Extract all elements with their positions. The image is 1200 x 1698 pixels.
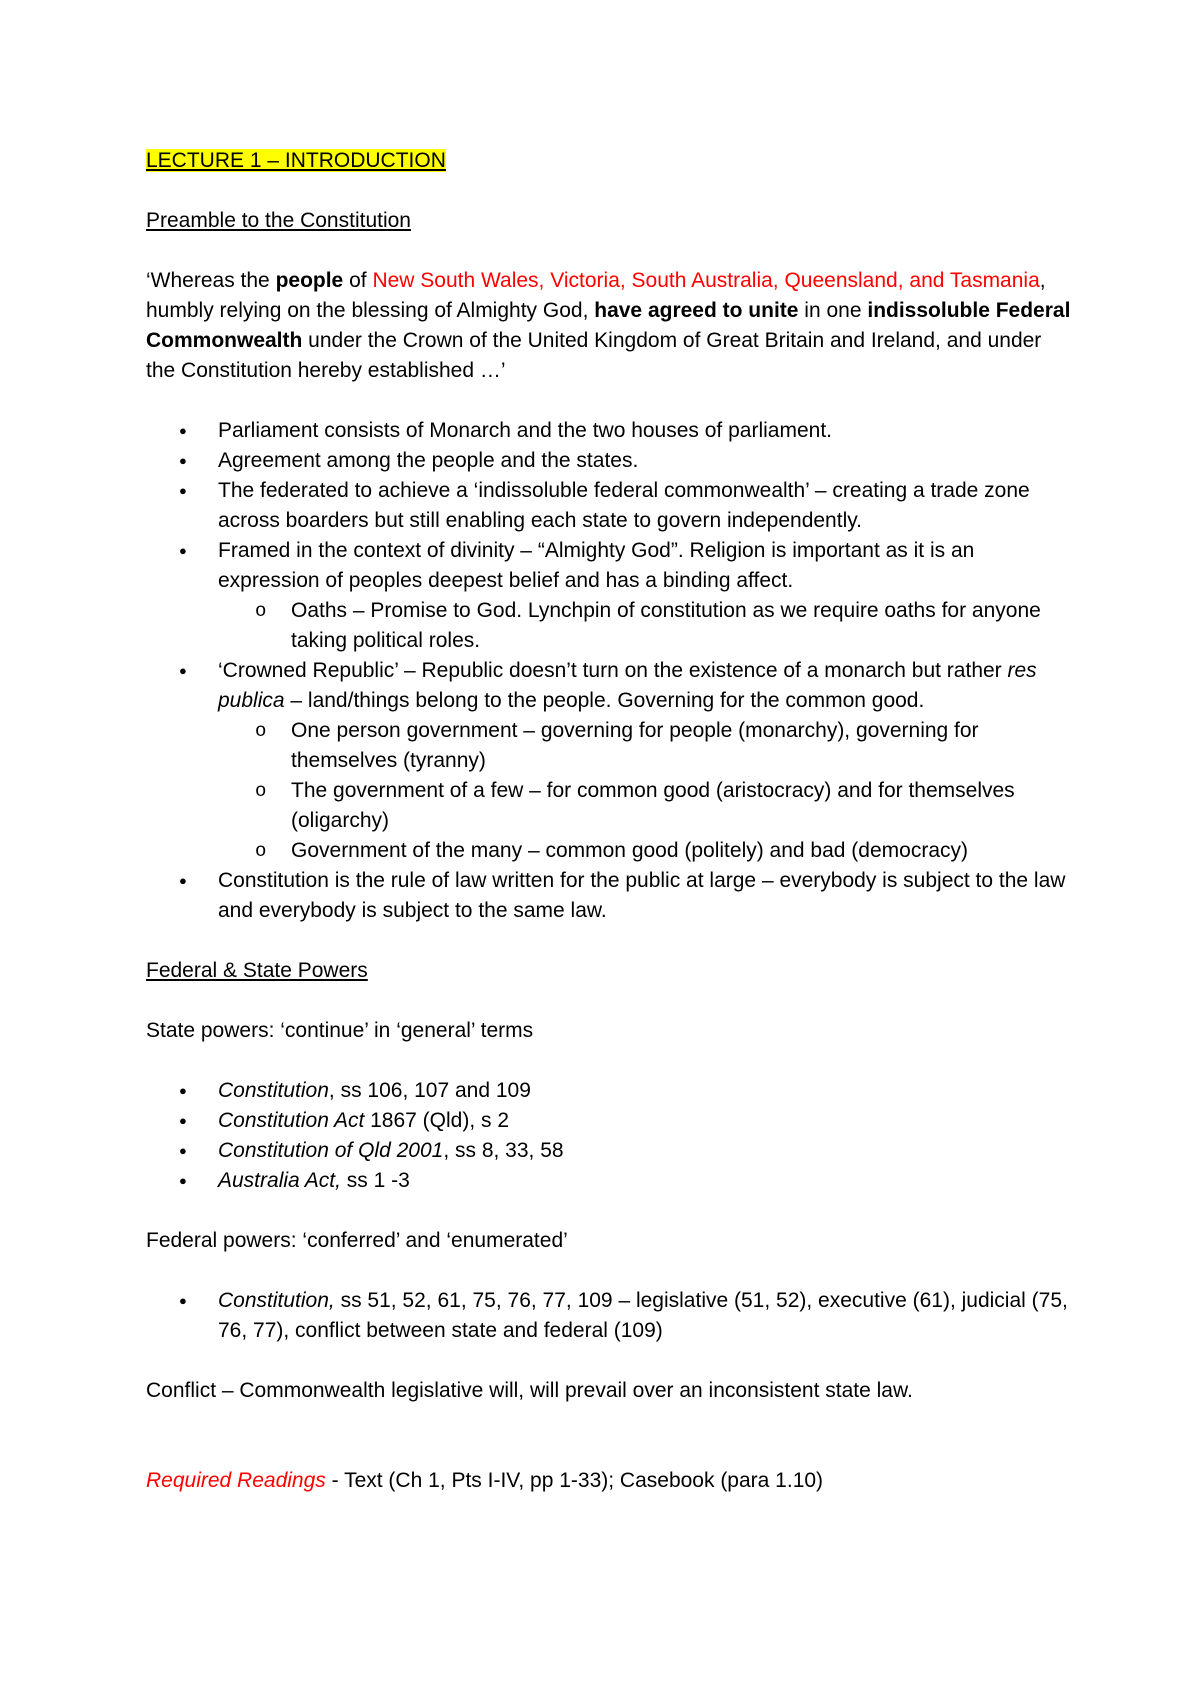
list-item: ● ‘Crowned Republic’ – Republic doesn’t turn on the existence of a monarch but rather res publica – land/things belong to the people. Governing for the common good. o One person government – governing for people (monarchy), governing for themselves (tyranny) o The government of a few – for common good (aristocracy) and for themselves (oligarchy) o Government of the many – common good (politely) and bad (democracy) (218, 656, 1076, 866)
sub-list (218, 596, 1076, 656)
list-item: ● Constitution, ss 106, 107 and 109 (218, 1076, 1076, 1106)
list-item: ● Constitution is the rule of law written for the public at large – everybody is subject to the law and everybody is subject to the same law. (218, 866, 1076, 926)
federal-powers-list (146, 1286, 1076, 1346)
list-item: ● Constitution, ss 51, 52, 61, 75, 76, 77, 109 – legislative (51, 52), executive (61), judicial (75, 76, 77), conflict between state and federal (109) (218, 1286, 1076, 1346)
sub-list (218, 716, 1076, 866)
sub-list-item: o One person government – governing for people (monarchy), governing for themselves (tyranny) (291, 716, 1076, 776)
list-item: ● Parliament consists of Monarch and the two houses of parliament. (218, 416, 1076, 446)
list-item: ● Agreement among the people and the states. (218, 446, 1076, 476)
list-item: ● Constitution of Qld 2001, ss 8, 33, 58 (218, 1136, 1076, 1166)
spacer (146, 1406, 1076, 1436)
spacer (146, 1256, 1076, 1286)
state-powers-list (146, 1076, 1076, 1196)
document-body (146, 146, 1076, 1496)
conflict-statement: Conflict – Commonwealth legislative will, will prevail over an inconsistent state law. (146, 1379, 913, 1402)
spacer (146, 1196, 1076, 1226)
preamble-heading: Preamble to the Constitution (146, 209, 411, 232)
required-readings: Required Readings - Text (Ch 1, Pts I-IV, pp 1-33); Casebook (para 1.10) (146, 1469, 824, 1492)
sub-list-item: o Oaths – Promise to God. Lynchpin of constitution as we require oaths for anyone taking political roles. (291, 596, 1076, 656)
list-item: ● Constitution Act 1867 (Qld), s 2 (218, 1106, 1076, 1136)
list-item: ● Framed in the context of divinity – “Almighty God”. Religion is important as it is an expression of peoples deepest belief and has a binding affect. o Oaths – Promise to God. Lynchpin of constitution as we require oaths for anyone taking political roles. (218, 536, 1076, 656)
sub-list-item: o The government of a few – for common good (aristocracy) and for themselves (oligarchy) (291, 776, 1076, 836)
spacer (146, 176, 1076, 206)
spacer (146, 1436, 1076, 1466)
list-item: ● The federated to achieve a ‘indissoluble federal commonwealth’ – creating a trade zone across boarders but still enabling each state to govern independently. (218, 476, 1076, 536)
list-item: ● Australia Act, ss 1 -3 (218, 1166, 1076, 1196)
sub-list-item: o Government of the many – common good (politely) and bad (democracy) (291, 836, 1076, 866)
preamble-quote: ‘Whereas the people of New South Wales, Victoria, South Australia, Queensland, and Tasmania, humbly relying on the blessing of Almighty God, have agreed to unite in one indissoluble Federal Commonwealth under the Crown of the United Kingdom of Great Britain and Ireland, and under the Constitution hereby established …’ (146, 269, 1071, 382)
preamble-bullet-list (146, 416, 1076, 926)
spacer (146, 986, 1076, 1016)
state-powers-intro: State powers: ‘continue’ in ‘general’ terms (146, 1019, 534, 1042)
spacer (146, 1346, 1076, 1376)
spacer (146, 926, 1076, 956)
spacer (146, 236, 1076, 266)
federal-powers-intro: Federal powers: ‘conferred’ and ‘enumerated’ (146, 1229, 568, 1252)
lecture-title: LECTURE 1 – INTRODUCTION (146, 149, 446, 172)
spacer (146, 386, 1076, 416)
spacer (146, 1046, 1076, 1076)
powers-heading: Federal & State Powers (146, 959, 368, 982)
